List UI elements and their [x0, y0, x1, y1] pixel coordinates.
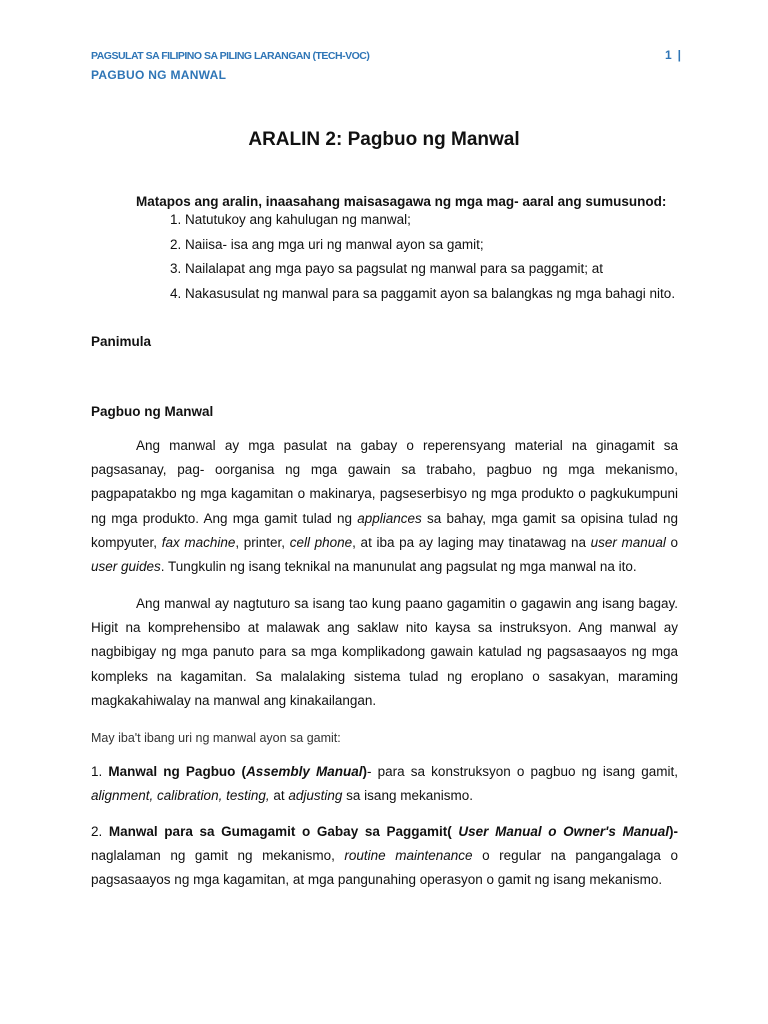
text-run: naglalaman ng gamit ng mekanismo,: [91, 848, 345, 864]
paragraph-definition: [91, 434, 678, 579]
objective-item: 4. Nakasusulat ng manwal para sa paggamit ayon sa balangkas ng mga bahagi nito.: [170, 285, 676, 301]
type-user-manual: [91, 820, 678, 893]
type-name: Manwal para sa Gumagamit o Gabay sa Paggamit(: [108, 824, 459, 839]
page-number-value: 1: [664, 48, 672, 62]
header-section: PAGBUO NG MANWAL: [91, 68, 227, 82]
text-run: at: [269, 788, 289, 804]
text-run: sa isang mekanismo.: [342, 788, 473, 804]
italic-term: cell phone: [289, 534, 353, 550]
running-header: [91, 48, 681, 66]
italic-term: user manual: [590, 534, 666, 550]
paragraph-line: [91, 784, 678, 808]
text-run: , printer,: [235, 534, 290, 550]
type-name-close: ): [362, 764, 367, 779]
paragraph-line: [91, 844, 678, 868]
type-name: Manwal ng Pagbuo (: [108, 764, 247, 779]
text-run: o regular na pangangalaga o: [472, 848, 678, 864]
paragraph-line: [91, 531, 678, 555]
objectives-intro: Matapos ang aralin, inaasahang maisasagawa ng mga mag- aaral ang sumusunod:: [136, 194, 667, 209]
text-run: sa bahay, mga gamit sa opisina tulad ng: [421, 510, 678, 526]
type-english-name: User Manual o Owner's Manual: [458, 824, 669, 839]
text-run: , at iba pa ay laging may tinatawag na: [352, 534, 591, 550]
paragraph-line: magkakahiwalay na manwal ang kinakailangan.: [91, 692, 377, 708]
paragraph-line: pagpapatakbo ng mga kagamitan o makinarya, pagseserbisyo ng mga produkto o pagkukumpuni: [91, 486, 678, 502]
italic-term: fax machine: [161, 534, 236, 550]
paragraph-line: kompleks na kagamitan. Sa malalaking sistema tulad ng eroplano o sasakyan, maraming: [91, 668, 678, 684]
paragraph-line: pagsasaayos ng mga kagamitan, at mga pangunahing operasyon o gamit ng isang mekanismo.: [91, 872, 663, 888]
italic-term: alignment, calibration, testing,: [91, 788, 270, 804]
heading-pagbuo-ng-manwal: Pagbuo ng Manwal: [91, 404, 214, 419]
text-run: o: [665, 534, 678, 550]
type-name-close: )-: [669, 824, 678, 839]
objective-item: 1. Natutukoy ang kahulugan ng manwal;: [170, 212, 411, 227]
objective-item: 2. Naiisa- isa ang mga uri ng manwal ayon sa gamit;: [170, 236, 484, 252]
paragraph-line: [91, 760, 678, 784]
italic-term: appliances: [357, 510, 422, 526]
paragraph-line: Ang manwal ay mga pasulat na gabay o reperensyang material na ginagamit sa: [136, 438, 678, 453]
type-assembly-manual: [91, 760, 678, 808]
paragraph-line: [91, 820, 678, 844]
paragraph-line: pagsasanay, pag- oorganisa ng mga gawain sa trabaho, pagbuo ng mga mekanismo,: [91, 462, 678, 478]
paragraph-line: [91, 555, 678, 579]
text-run: ng mga produkto. Ang mga gamit tulad ng: [91, 510, 358, 526]
objective-item: 3. Nailalapat ang mga payo sa pagsulat ng manwal para sa paggamit; at: [170, 261, 604, 276]
page-number: [665, 48, 681, 62]
types-intro: May iba't ibang uri ng manwal ayon sa gamit:: [91, 731, 341, 745]
type-english-name: Assembly Manual: [246, 764, 363, 779]
heading-panimula: Panimula: [91, 334, 152, 349]
text-run: - para sa konstruksyon o pagbuo ng isang gamit,: [367, 764, 679, 779]
paragraph-line: Higit na komprehensibo at malawak ang saklaw nito kaysa sa instruksyon. Ang manwal ay: [91, 620, 678, 636]
paragraph-purpose: [91, 592, 678, 713]
list-number: 1.: [91, 764, 109, 779]
paragraph-line: [91, 507, 678, 531]
lesson-title: ARALIN 2: Pagbuo ng Manwal: [248, 129, 520, 150]
list-number: 2.: [91, 824, 109, 839]
italic-term: user guides: [91, 558, 161, 574]
text-run: kompyuter,: [91, 534, 162, 550]
header-subject: PAGSULAT SA FILIPINO SA PILING LARANGAN (TECH-VOC): [91, 50, 370, 62]
italic-term: adjusting: [288, 788, 343, 804]
paragraph-line: Ang manwal ay nagtuturo sa isang tao kung paano gagamitin o gagawin ang isang bagay.: [136, 596, 678, 611]
italic-term: routine maintenance: [344, 848, 473, 864]
paragraph-line: nagbibigay ng mga panuto para sa mga komplikadong gawain katulad ng pagsasaayos ng mga: [91, 644, 678, 660]
text-run: . Tungkulin ng isang teknikal na manunulat ang pagsulat ng mga manwal na ito.: [160, 558, 637, 574]
page-number-bar: |: [677, 48, 681, 62]
objectives-list: [170, 211, 675, 309]
